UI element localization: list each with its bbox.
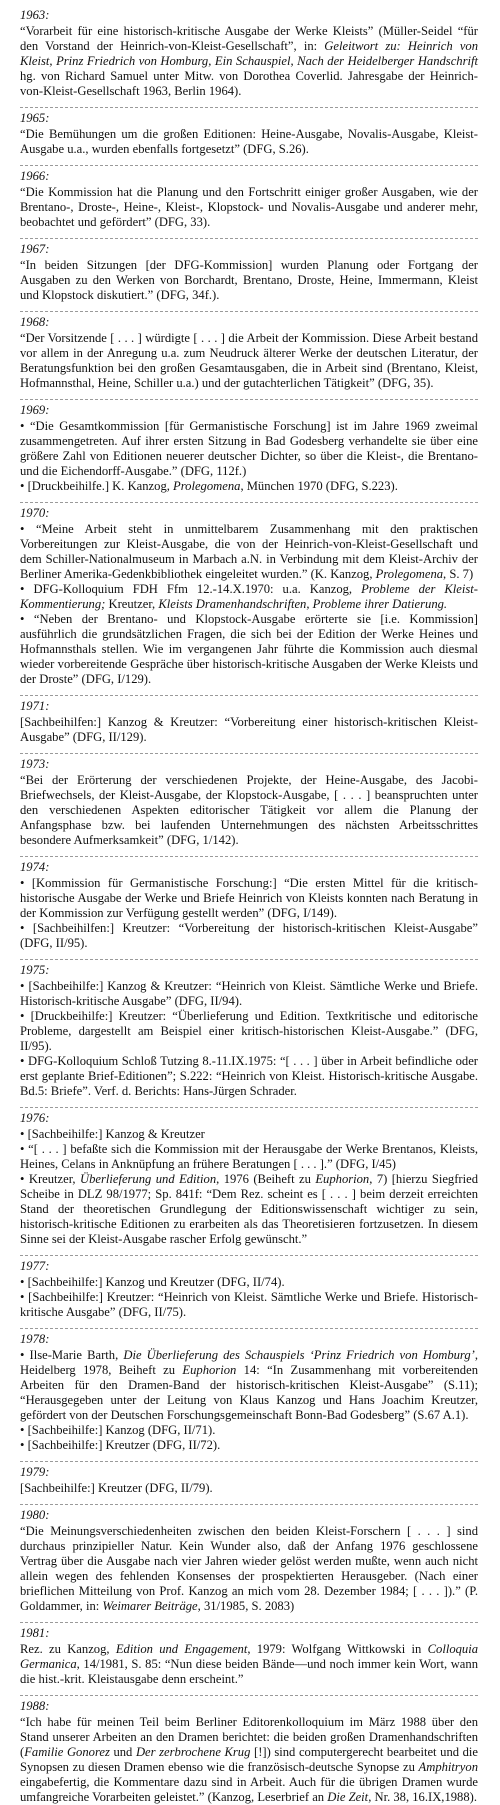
text-run: “Die Bemühungen um die großen Editionen: Heine-Ausgabe, Novalis-Ausgabe, Kleist-Ausgabe u.a., wurden ebenfalls fortgesetzt” (DFG, S.26).: [20, 127, 478, 156]
text-run: “Die Meinungsverschiedenheiten zwischen den beiden Kleist-Forschern [ . . . ] sind durchaus prinzipieller Natur. Kein Wunder also, daß der Anfang 1976 geschlossene Vertrag über die Ausgabe nach vier Jahren wieder gelöst werden mußte, wenn auch nicht allein wegen des fehlenden Konsenses der prospektierten Herausgeber. (Nach einer brieflichen Mitteilung von Prof. Kanzog an mich vom 28. Dezember 1984; [ . . . ]).” (P. Goldammer, in:: [20, 1524, 478, 1613]
text-run: [Druckbeihilfe:] Kreutzer: “Überlieferung und Edition. Textkritische und editorische Probleme, dargestellt am Beispiel einer kritisch-historischen Kleist-Ausgabe.” (DFG, II/95).: [20, 1009, 478, 1053]
text-run: “[ . . . ] befaßte sich die Kommission mit der Herausgabe der Werke Brentanos, Kleists, Heines, Celans in Anknüpfung an frühere Beratungen [ . . . ].” (DFG, I/45): [20, 1142, 479, 1171]
entry-divider: [20, 1328, 478, 1329]
year-heading: 1971:: [20, 699, 50, 713]
italic-title: Kleists Dramenhandschriften, Probleme ihrer Datierung.: [158, 597, 448, 611]
text-run: , 1979: Wolfgang Wittkowski in: [247, 1642, 428, 1656]
text-run: , Heidelberg 1978, Beiheft zu: [20, 1348, 479, 1377]
italic-title: Euphorion: [182, 1363, 237, 1377]
year-entry: [20, 695, 478, 745]
year-entry: [20, 1328, 478, 1453]
bullet-item: [20, 1348, 478, 1423]
text-run: Ilse-Marie Barth,: [29, 1348, 124, 1362]
entry-text: [20, 185, 478, 230]
text-run: [Sachbeihilfe:] Kreutzer (DFG, II/72).: [27, 1438, 221, 1452]
year-heading: 1979:: [20, 1465, 50, 1479]
italic-title: Die Zeit: [327, 1790, 369, 1804]
bullet-item: [20, 1127, 478, 1142]
entry-divider: [20, 502, 478, 503]
bullet-item: [20, 1290, 478, 1320]
bullet-item: [20, 1054, 478, 1099]
text-run: , 1976 (Beiheft zu: [216, 1172, 316, 1186]
italic-title: Edition und Engagement: [115, 1642, 248, 1656]
text-run: Rez. zu Kanzog,: [20, 1642, 116, 1656]
text-run: DFG-Kolloquium FDH Ffm 12.-14.X.1970: u.a. Kanzog,: [33, 582, 362, 596]
entry-text: [20, 331, 478, 391]
italic-title: Colloquia Germanica: [20, 1642, 479, 1671]
italic-title: Geleitwort zu: Heinrich von Kleist, Prinz Friedrich von Homburg, Ein Schauspiel, Nach der Heidelberger Handschrift: [20, 39, 478, 68]
bullet-item: [20, 582, 478, 612]
year-entry: [20, 399, 478, 494]
text-run: [Sachbeihilfe:] Kanzog & Kreutzer: [27, 1127, 205, 1141]
year-heading: 1965:: [20, 111, 50, 125]
text-run: Kreutzer,: [105, 597, 159, 611]
year-entry: [20, 107, 478, 157]
text-run: [Sachbeihilfen:] Kanzog & Kreutzer: “Vorbereitung einer historisch-kritischen Kleist-Ausgabe” (DFG, II/129).: [20, 715, 478, 744]
entry-divider: [20, 165, 478, 166]
bullet-item: [20, 1142, 478, 1172]
entry-divider: [20, 856, 478, 857]
text-run: [!]) sind computergerecht bearbeitet und die Synopsen zu diesen Dramen ebenso wie die französisch-deutsche Synopse zu: [20, 1745, 479, 1774]
text-run: [Sachbeihilfen:] Kreutzer: “Vorbereitung der historisch-kritischen Kleist-Ausgabe” (DFG, II/95).: [20, 921, 478, 950]
entry-divider: [20, 1695, 478, 1696]
entry-divider: [20, 695, 478, 696]
text-run: [Kommission für Germanistische Forschung:] “Die ersten Mittel für die kritisch-historische Ausgabe der Werke und Briefe Heinrich von Kleists konnten nach Beratung in der Kommission zur Verfügung gestellt werden” (DFG, I/149).: [20, 876, 478, 920]
entry-text: [20, 1524, 478, 1614]
bullet-item: [20, 522, 478, 582]
entry-divider: [20, 1461, 478, 1462]
bullet-item: [20, 876, 478, 921]
entry-divider: [20, 1255, 478, 1256]
year-entry: [20, 1504, 478, 1614]
text-run: “In beiden Sitzungen [der DFG-Kommission] wurden Planung oder Fortgang der Ausgaben zu den Werken von Borchardt, Brentano, Droste, Heine, Immermann, Kleist und Klopstock diskutiert.” (DFG, 34f.).: [20, 258, 478, 302]
text-run: [Sachbeihilfe:] Kreutzer: “Heinrich von Kleist. Sämtliche Werke und Briefe. Historisch-kritische Ausgabe” (DFG, II/75).: [20, 1290, 478, 1319]
text-run: [Druckbeihilfe.] K. Kanzog,: [27, 479, 174, 493]
italic-title: Familie Gonorez: [24, 1745, 110, 1759]
year-entry: [20, 959, 478, 1099]
year-entry: [20, 1622, 478, 1687]
text-run: Kreutzer,: [28, 1172, 80, 1186]
text-run: “Die Kommission hat die Planung und den Fortschritt einiger großer Ausgaben, wie der Brentano-, Droste-, Heine-, Kleist-, Klopstock- und Novalis-Ausgabe und anderer mehr, beobachtet und gefördert” (DFG, 33).: [20, 185, 478, 229]
year-entry: [20, 311, 478, 391]
italic-title: Prolegomena: [173, 479, 241, 493]
text-run: “Der Vorsitzende [ . . . ] würdigte [ . . . ] die Arbeit der Kommission. Diese Arbeit bestand vor allem in der Anregung u.a. zum Neudruck älterer Werke der deutschen Literatur, der Beratungsfunktion bei den großen Gesamtausgaben, die in Arbeit sind (Brentano, Kleist, Hofmannsthal, Heine, Schiller u.a.) und der gutachterlichen Tätigkeit” (DFG, 35).: [20, 331, 478, 390]
entry-text: [20, 1715, 478, 1805]
text-run: [Sachbeihilfe:] Kanzog (DFG, II/71).: [27, 1423, 216, 1437]
year-entry: [20, 502, 478, 687]
italic-title: Amphitryon: [418, 1760, 478, 1774]
italic-title: Euphorion: [315, 1172, 370, 1186]
text-run: “Neben der Brentano- und Klopstock-Ausgabe erörterte sie [i.e. Kommission] ausführlich die grundsätzlichen Fragen, die sich bei der Edition der Werke Heines und Hofmannsthals stellen. Wie im vergangenen Jahr führte die Kommission auch diesmal wieder vorbereitende Gespräche über historisch-kritische Ausgaben der Werke Kleists und der Droste” (DFG, I/129).: [20, 612, 478, 686]
italic-title: Prolegomena: [375, 567, 444, 581]
year-heading: 1963:: [20, 8, 50, 22]
year-heading: 1966:: [20, 169, 50, 183]
entry-divider: [20, 1504, 478, 1505]
bullet-item: [20, 419, 478, 479]
entry-text: [20, 127, 478, 157]
year-heading: 1967:: [20, 242, 50, 256]
bullet-item: [20, 1438, 478, 1453]
text-run: , Nr. 38, 16.IX,1988).: [368, 1790, 477, 1804]
entry-text: [20, 24, 478, 99]
bullet-item: [20, 1009, 478, 1054]
text-run: “Die Gesamtkommission [für Germanistische Forschung] ist im Jahre 1969 zweimal zusammengetreten. Auf ihrer ersten Sitzung in Bad Godesberg verhandelte sie über eine größere Zahl von Editionen neuerer deutscher Dichter, so über die Kleist-, die Brentano- und die Eichendorff-Ausgabe.” (DFG, 112f.): [20, 419, 478, 478]
text-run: hg. von Richard Samuel unter Mitw. von Dorothea Coverlid. Jahresgabe der Heinrich-von-Kleist-Gesellschaft 1963, Berlin 1964).: [20, 69, 478, 98]
year-entry: [20, 1255, 478, 1320]
year-entry: [20, 1461, 478, 1496]
italic-title: Überlieferung und Edition: [79, 1172, 217, 1186]
text-run: , 31/1985, S. 2083): [197, 1599, 295, 1613]
text-run: [Sachbeihilfe:] Kanzog und Kreutzer (DFG, II/74).: [27, 1275, 285, 1289]
text-run: und: [109, 1745, 136, 1759]
year-entry: [20, 238, 478, 303]
text-run: [Sachbeihilfe:] Kanzog & Kreutzer: “Heinrich von Kleist. Sämtliche Werke und Briefe. Historisch-kritische Ausgabe” (DFG, II/94).: [20, 979, 478, 1008]
year-heading: 1968:: [20, 315, 50, 329]
year-heading: 1978:: [20, 1332, 50, 1346]
bullet-item: [20, 979, 478, 1009]
text-run: “Bei der Erörterung der verschiedenen Projekte, der Heine-Ausgabe, des Jacobi-Briefwechsels, der Kleist-Ausgabe, der Klopstock-Ausgabe, [ . . . ] beanspruchten unter den verschiedenen Aspekten editorischer Tätigkeit vor allem die Planung der Anfangsphase bzw. bei laufenden Unternehmungen des nächsten Arbeitsschrittes besondere Aufmerksamkeit” (DFG, 1/142).: [20, 773, 478, 847]
text-run: , 7) [hierzu Siegfried Scheibe in DLZ 98/1977; Sp. 841f: “Dem Rez. scheint es [ . . . ] beim derzeit erreichten Stand der theoretischen Grundlegung der Editionswissenschaft wichtiger zu sein, historisch-kritische Editionen zu erarbeiten als das Theoretisieren fortzusetzen. In diesem Sinne sei der Kleist-Ausgabe rascher Erfolg gewünscht.”: [20, 1172, 478, 1246]
year-heading: 1988:: [20, 1699, 50, 1713]
entry-divider: [20, 311, 478, 312]
text-run: “Meine Arbeit steht in unmittelbarem Zusammenhang mit den praktischen Vorbereitungen zur Kleist-Ausgabe, die von der Heinrich-von-Kleist-Gesellschaft und dem Schiller-Nationalmuseum in Marbach a.N. in Verbindung mit dem Kleist-Archiv der Berliner Amerika-Gedenkbibliothek eingeleitet wurden.” (K. Kanzog,: [20, 522, 478, 581]
text-run: , S. 7): [443, 567, 474, 581]
year-heading: 1969:: [20, 403, 50, 417]
year-heading: 1976:: [20, 1111, 50, 1125]
italic-title: Weimarer Beiträge: [102, 1599, 198, 1613]
text-run: 14: “In Zusammenhang mit vorbereitenden Arbeiten für den Dramen-Band der historisch-kritischen Kleist-Ausgabe” (S.11); “Herausgegeben unter der Leitung von Klaus Kanzog und Hans Joachim Kreutzer, gefördert von der Deutschen Forschungsgemeinschaft Bonn-Bad Godesberg” (S.67 A.1).: [20, 1363, 478, 1422]
year-entry: [20, 1107, 478, 1247]
bullet-item: [20, 921, 478, 951]
year-heading: 1973:: [20, 757, 50, 771]
entry-divider: [20, 238, 478, 239]
bullet-item: [20, 612, 478, 687]
entry-divider: [20, 399, 478, 400]
entry-divider: [20, 753, 478, 754]
year-heading: 1974:: [20, 860, 50, 874]
entry-text: [20, 1481, 478, 1496]
italic-title: Probleme der Kleist-Kommentierung;: [20, 582, 478, 611]
year-heading: 1975:: [20, 963, 50, 977]
bullet-item: [20, 1172, 478, 1247]
entry-divider: [20, 1107, 478, 1108]
year-entry: [20, 1695, 478, 1805]
text-run: DFG-Kolloquium Schloß Tutzing 8.-11.IX.1975: “[ . . . ] über in Arbeit befindliche oder erst geplante Brief-Editionen”; S.222: “Heinrich von Kleist. Historisch-kritische Ausgabe. Bd.5: Briefe”. Verf. d. Berichts: Hans-Jürgen Schrader.: [20, 1054, 479, 1098]
year-entry: [20, 8, 478, 99]
italic-title: Der zerbrochene Krug: [135, 1745, 251, 1759]
entry-text: [20, 773, 478, 848]
bullet-item: [20, 1423, 478, 1438]
text-run: [Sachbeihilfe:] Kreutzer (DFG, II/79).: [20, 1481, 213, 1495]
entry-divider: [20, 959, 478, 960]
text-run: eingabefertig, die Kommentare dazu sind in Arbeit. Auch für die übrigen Dramen wurde umfangreiche Vorarbeiten geleistet.” (Kanzog, Leserbrief an: [20, 1775, 478, 1804]
year-entry: [20, 753, 478, 848]
entry-text: [20, 258, 478, 303]
text-run: “Vorarbeit für eine historisch-kritische Ausgabe der Werke Kleists” (Müller-Seidel “für den Vorstand der Heinrich-von-Kleist-Gesellschaft”, in:: [20, 24, 478, 53]
year-heading: 1970:: [20, 506, 50, 520]
text-run: “Ich habe für meinen Teil beim Berliner Editorenkolloquium im März 1988 über den Stand unserer Arbeiten an den Dramen berichtet: die beiden großen Dramenhandschriften (: [20, 1715, 478, 1759]
entry-text: [20, 1642, 478, 1687]
italic-title: Die Überlieferung des Schauspiels ‘Prinz Friedrich von Homburg’: [123, 1348, 475, 1362]
entry-divider: [20, 1622, 478, 1623]
bullet-item: [20, 479, 478, 494]
year-entry: [20, 856, 478, 951]
bullet-item: [20, 1275, 478, 1290]
year-heading: 1977:: [20, 1259, 50, 1273]
entry-divider: [20, 107, 478, 108]
year-entry: [20, 165, 478, 230]
text-run: , München 1970 (DFG, S.223).: [240, 479, 398, 493]
year-heading: 1980:: [20, 1508, 50, 1522]
year-heading: 1981:: [20, 1626, 50, 1640]
entry-text: [20, 715, 478, 745]
text-run: , 14/1981, S. 85: “Nun diese beiden Bände—und noch immer kein Wort, wann die hist.-krit. Kleistausgabe denn erscheint.”: [20, 1657, 478, 1686]
